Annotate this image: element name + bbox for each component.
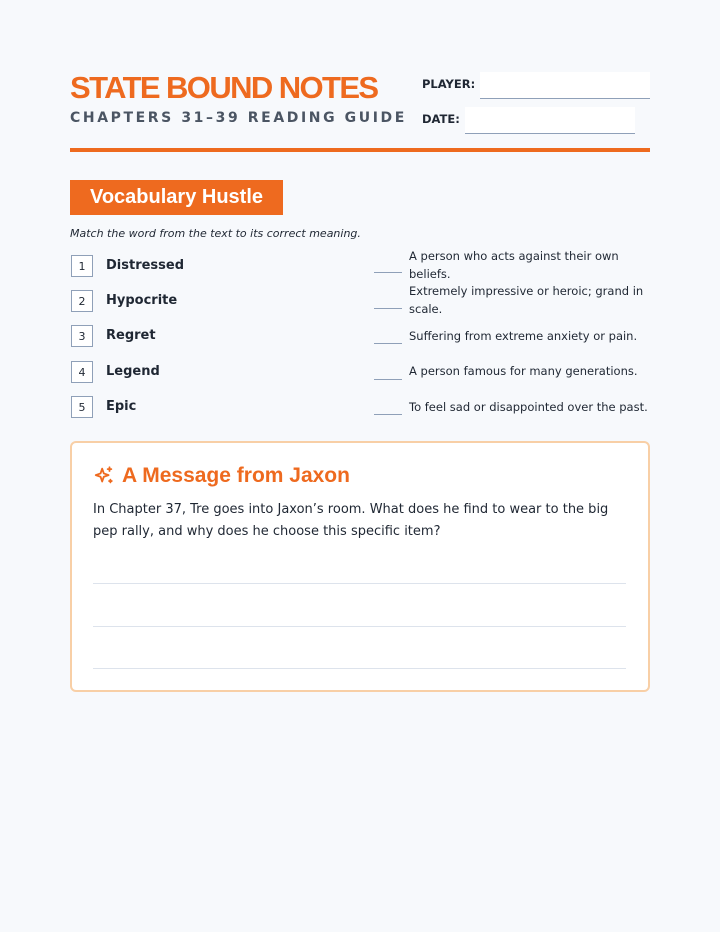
word-number-box: 4 (71, 361, 93, 383)
instruction-text: Match the word from the text to its correct meaning. (70, 227, 361, 240)
page-subtitle: CHAPTERS 31–39 READING GUIDE (70, 110, 407, 126)
player-field[interactable] (480, 72, 650, 99)
answer-line[interactable] (93, 668, 626, 669)
sparkle-icon (93, 465, 115, 487)
definition-text: Extremely impressive or heroic; grand in scale. (409, 284, 644, 316)
vocab-word: Hypocrite (106, 293, 178, 308)
word-number-box: 3 (71, 325, 93, 347)
answer-blank[interactable] (374, 343, 402, 344)
date-label: DATE: (422, 112, 460, 126)
message-title (93, 464, 350, 488)
word-number-box: 1 (71, 255, 93, 277)
answer-blank[interactable] (374, 414, 402, 415)
answer-blank[interactable] (374, 308, 402, 309)
answer-blank[interactable] (374, 272, 402, 273)
page-title: STATE BOUND NOTES (70, 70, 378, 105)
section-title-vocabulary: Vocabulary Hustle (70, 180, 283, 215)
vocab-word: Legend (106, 364, 160, 379)
definition-text: A person who acts against their own beliefs. (409, 249, 619, 281)
definition-text: To feel sad or disappointed over the past. (409, 400, 648, 414)
answer-line[interactable] (93, 583, 626, 584)
vocab-word: Epic (106, 399, 137, 414)
word-number-box: 5 (71, 396, 93, 418)
answer-blank[interactable] (374, 379, 402, 380)
date-field[interactable] (465, 107, 635, 134)
definition-text: Suffering from extreme anxiety or pain. (409, 329, 638, 343)
question-prompt: In Chapter 37, Tre goes into Jaxon’s room. What does he find to wear to the big pep rally, and why does he choose this specific item? (93, 502, 609, 539)
definition-text: A person famous for many generations. (409, 364, 638, 378)
message-title-text: A Message from Jaxon (122, 464, 350, 487)
answer-line[interactable] (93, 626, 626, 627)
header-divider (70, 148, 650, 152)
vocab-word: Distressed (106, 258, 185, 273)
word-number-box: 2 (71, 290, 93, 312)
vocab-word: Regret (106, 328, 156, 343)
player-label: PLAYER: (422, 77, 476, 91)
